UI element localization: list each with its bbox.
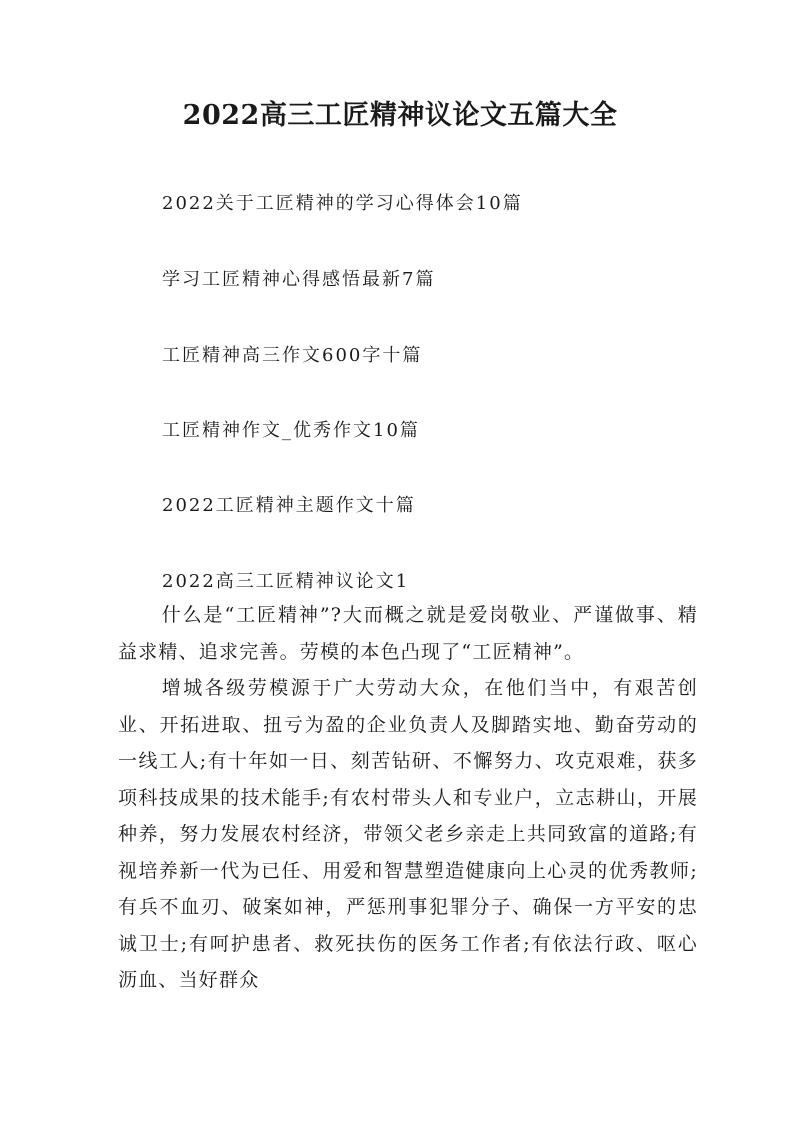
section-heading: 2022高三工匠精神议论文1: [162, 571, 410, 592]
body-paragraph: 增城各级劳模源于广大劳动大众，在他们当中，有艰苦创业、开拓进取、扭亏为盈的企业负责人及脚踏实地、勤奋劳动的一线工人;有十年如一日、刻苦钻研、不懈努力、攻克艰难，获多项科技成果的技术能手;有农村带头人和专业户，立志耕山，开展种养，努力发展农村经济，带领父老乡亲走上共同致富的道路;有视培养新一代为已任、用爱和智慧塑造健康向上心灵的优秀教师;有兵不血刃、破案如神，严惩刑事犯罪分子、确保一方平安的忠诚卫士;有呵护患者、救死扶伤的医务工作者;有依法行政、呕心沥血、当好群众: [118, 677, 698, 991]
toc-item: 2022工匠精神主题作文十篇: [162, 495, 416, 516]
body-text: [118, 597, 698, 999]
toc-item: 2022关于工匠精神的学习心得体会10篇: [162, 193, 523, 214]
body-paragraph: 什么是“工匠精神”?大而概之就是爱岗敬业、严谨做事、精益求精、追求完善。劳模的本色凸现了“工匠精神”。: [118, 604, 698, 663]
document-title: 2022高三工匠精神议论文五篇大全: [182, 100, 618, 131]
toc-item: 工匠精神作文_优秀作文10篇: [162, 420, 420, 441]
toc-item: 工匠精神高三作文600字十篇: [162, 345, 423, 366]
toc-item: 学习工匠精神心得感悟最新7篇: [162, 269, 436, 290]
